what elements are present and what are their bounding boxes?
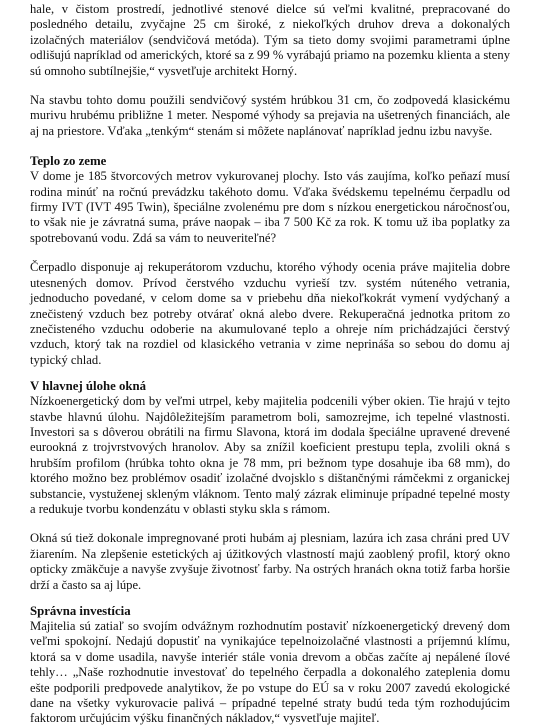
heading-heat: Teplo zo zeme — [30, 154, 107, 169]
paragraph-intro: hale, v čistom prostredí, jednotlivé stenové dielce sú veľmi kvalitné, prepracované do posledného detailu, zvyčajne 25 cm široké, z niekoľkých druhov dreva a dokonalých izolačných materiálov (sendvičová metóda). Tým sa tieto domy svojimi parametrami úplne odlišujú napríklad od amerických, ktoré sa z 99 % vyrábajú priamo na pozemku klienta a steny sú omnoho subtílnejšie,“ vysvetľuje architekt Horný. — [30, 2, 510, 78]
paragraph-gap — [30, 246, 510, 260]
paragraph-wall-system: Na stavbu tohto domu použili sendvičový systém hrúbkou 31 cm, čo zodpovedá klasickému murivu hrubému približne 1 meter. Nespomé výhody sa prejavia na ušetrených financiách, ale aj na priestore. Vďaka „tenkým“ stenám si môžete naplánovať napríklad jednu izbu navyše. — [30, 93, 510, 138]
paragraph-gap — [30, 79, 510, 93]
paragraph-gap — [30, 368, 510, 378]
paragraph-recuperator: Čerpadlo disponuje aj rekuperátorom vzduchu, ktorého výhody ocenia práve majitelia dobre utesnených domov. Prívod čerstvého vzduchu vyrieší tzv. systém núteného vetrania, jednoducho povedané, v celom dome sa v priebehu dňa niekoľkokrát vymení vydýchaný a znečistený vzduch bez potreby otvárať okná alebo dvere. Rekuperačná jednotka pritom zo znečisteného vzduchu odoberie na akumulované teplo a ohreje ním prichádzajúci čerstvý vzduch, ktorý tak na rozdiel od klasického vetrania v zime neprináša so sebou do domu aj typický chlad. — [30, 260, 510, 367]
paragraph-heat-pump: V dome je 185 štvorcových metrov vykurovanej plochy. Isto vás zaujíma, koľko peňazí musí rodina minúť na ročnú prevádzku takéhoto domu. Vďaka švédskemu tepelnému čerpadlu od firmy IVT (IVT 495 Twin), špeciálne zvolenému pre dom s nízkou energetickou náročnosťou, to však nie je závratná suma, práve naopak – iba 7 500 Kč za rok. K tomu už iba poplatky za spotrebovanú vodu. Zdá sa vám to neuveriteľné? — [30, 169, 510, 245]
paragraph-investment: Majitelia sú zatiaľ so svojím odvážnym rozhodnutím postaviť nízkoenergetický drevený dom veľmi spokojní. Nedajú dopustiť na vynikajúce tepelnoizolačné vlastnosti a príjemnú klímu, ktorá sa v dome usadila, navyše interiér stále vonia drevom a občas začíte aj nepálené ílové tehly… „Naše rozhodnutie investovať do tepelného čerpadla a dokonalého zateplenia domu ešte podporili predpovede analytikov, že po vstupe do EÚ sa v roku 2007 zavedú ekologické dane na všetky vykurovacie palivá – prípadné tepelné straty budú teda tým rozhodujúcim faktorom určujúcim výšku finančných nákladov,“ vysvetľuje majiteľ. — [30, 619, 510, 726]
heading-investment: Správna investícia — [30, 604, 131, 618]
heading-windows: V hlavnej úlohe okná — [30, 379, 147, 394]
paragraph-windows: Nízkoenergetický dom by veľmi utrpel, keby majitelia podcenili výber okien. Tie hrajú v tejto stavbe hlavnú úlohu. Najdôležitejším parametrom boli, samozrejme, ich tepelné vlastnosti. Investori sa s dôverou obrátili na firmu Slavona, ktorá im dodala špeciálne upravené drevené eurookná z trojvrstvových hranolov. Aby sa znížil koeficient prestupu tepla, zvolili okná s hrubším profilom (hrúbka tohto okna je 78 mm, pri bežnom type dosahuje iba 68 mm), do ktorého možno bez problémov osadiť izolačné dvojsklo s dištančnými rámčekmi z organickej substancie, vystuženej skleným vláknom. Tento malý zázrak eliminuje prípadné tepelné mosty a redukuje tvorbu kondenzátu v oblasti styku skla s rámom. — [30, 394, 510, 516]
paragraph-impregnation: Okná sú tiež dokonale impregnované proti hubám aj plesniam, lazúra ich zasa chráni pred UV žiarením. Na zlepšenie estetických aj úžitkových vlastností majú zaoblený profil, ktorý okno opticky zmäkčuje a navyše zvyšuje životnosť farby. Na ostrých hranách okna totiž farba horšie drží a často sa aj lúpe. — [30, 531, 510, 592]
paragraph-gap — [30, 517, 510, 531]
paragraph-gap — [30, 593, 510, 603]
paragraph-gap — [30, 139, 510, 153]
